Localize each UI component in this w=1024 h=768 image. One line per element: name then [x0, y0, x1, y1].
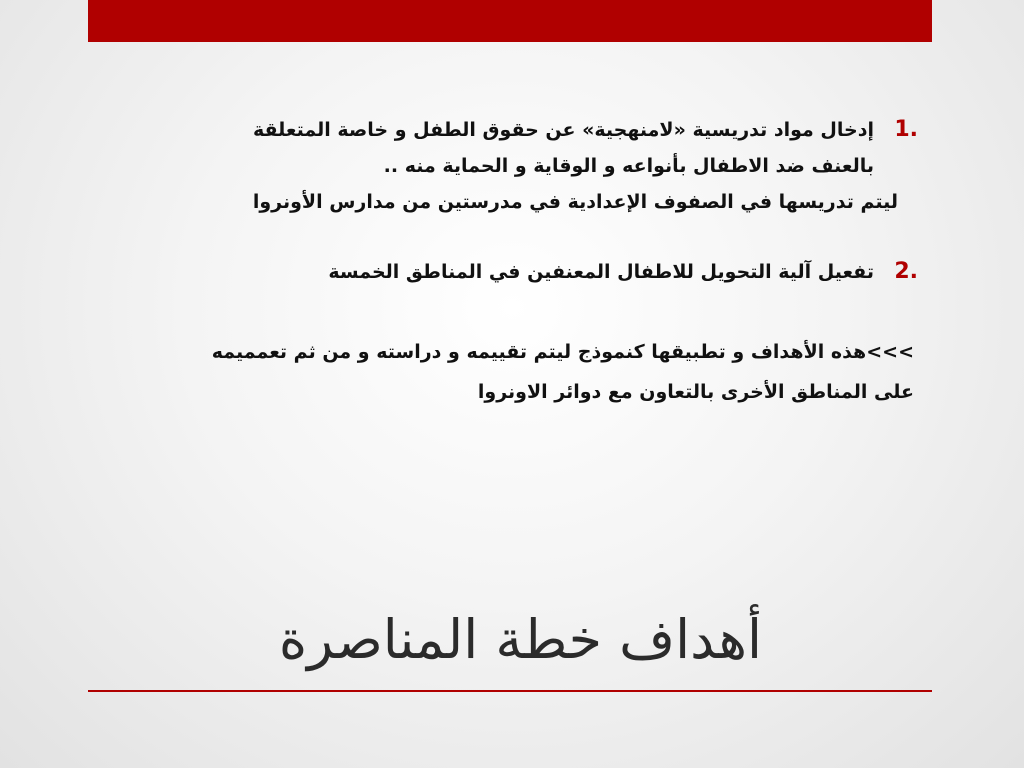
item-text — [90, 112, 898, 220]
summary-paragraph — [90, 332, 922, 412]
list-item — [90, 254, 922, 290]
slide-body — [90, 112, 922, 412]
item-number: 1. — [894, 117, 918, 142]
item-line: بالعنف ضد الاطفال بأنواعه و الوقاية و الحماية منه .. — [383, 155, 874, 177]
item-number: 2. — [894, 259, 918, 284]
list-item — [90, 112, 922, 220]
title-underline — [88, 690, 932, 692]
summary-line: على المناطق الأخرى بالتعاون مع دوائر الاونروا — [477, 381, 914, 403]
item-line: تفعيل آلية التحويل للاطفال المعنفين في المناطق الخمسة — [328, 261, 874, 283]
item-line: إدخال مواد تدريسية «لامنهجية» عن حقوق الطفل و خاصة المتعلقة — [252, 119, 874, 141]
item-text — [90, 254, 874, 290]
slide-title: أهداف خطة المناصرة — [278, 608, 762, 671]
top-accent-bar — [88, 0, 932, 42]
item-line: ليتم تدريسها في الصفوف الإعدادية في مدرستين من مدارس الأونروا — [252, 191, 898, 213]
summary-line: >>>هذه الأهداف و تطبيقها كنموذج ليتم تقييمه و دراسته و من ثم تعمميمه — [211, 341, 914, 363]
